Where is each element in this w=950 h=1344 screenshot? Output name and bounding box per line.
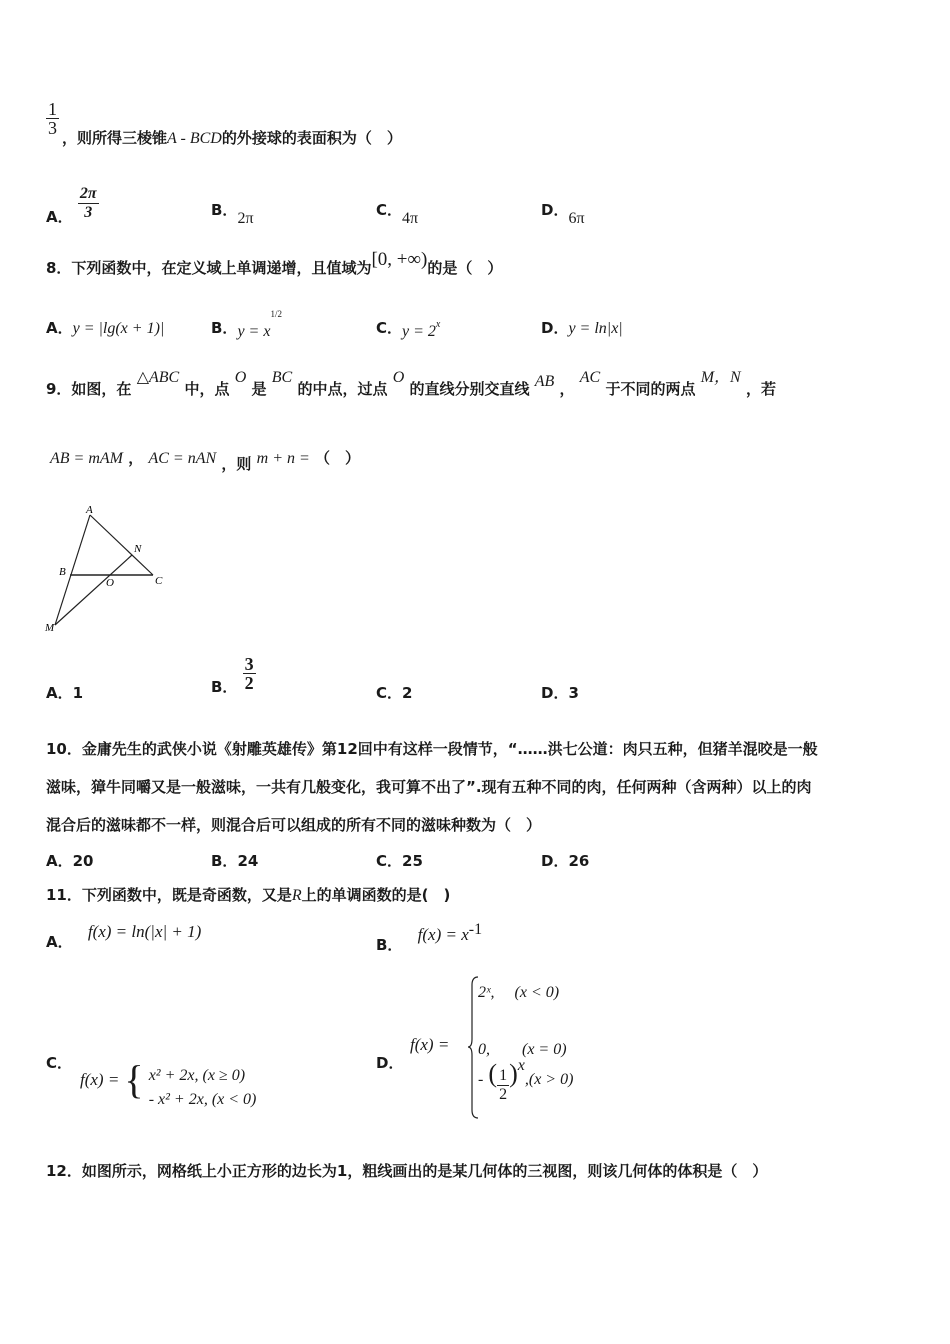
q10-line-2: 滋味，獐牛同嚼又是一般滋味，一共有几般变化，我可算不出了”.现有五种不同的肉，任何两种（含两种）以上的肉 <box>46 778 812 796</box>
q10-line-1: 10．金庸先生的武侠小说《射雕英雄传》第12回中有这样一段情节，“……洪七公道：肉只五种，但猪羊混咬是一般 <box>46 740 818 758</box>
q9-stem-line2: AB = mAM ， AC = nAN ，则 m + n = （ ） <box>50 449 361 473</box>
q7-text: ，则所得三棱锥A - BCD的外接球的表面积为（ ） <box>62 129 402 147</box>
q11-option-b[interactable]: B． $f(x) = x^{-1}$ <box>376 921 483 954</box>
brace-icon: { <box>124 1057 144 1102</box>
q9-option-c[interactable]: C．2 <box>376 684 413 702</box>
q10-stem <box>46 730 916 844</box>
q10-line-3: 混合后的滋味都不一样，则混合后可以组成的所有不同的滋味种数为（ ） <box>46 816 542 834</box>
label-a: A <box>86 504 93 516</box>
line-ac <box>90 515 153 575</box>
q11-option-d[interactable]: D． <box>376 1054 404 1072</box>
q11-stem: 11．下列函数中，既是奇函数，又是R上的单调函数的是( ) <box>46 886 451 904</box>
q12-stem: 12．如图所示，网格纸上小正方形的边长为1，粗线画出的是某几何体的三视图，则该几何体的体积是（ ） <box>46 1162 768 1180</box>
q11-option-a[interactable]: A． f(x) = ln(|x| + 1) <box>46 922 202 951</box>
label-o: O <box>106 577 114 589</box>
q9-option-a[interactable]: A．1 <box>46 684 84 702</box>
q8-option-b[interactable]: B．$y = x^{1/2}$ <box>211 309 282 340</box>
q7-option-b[interactable]: B．2π <box>211 201 254 227</box>
label-b: B <box>59 566 66 578</box>
q10-option-c[interactable]: C．25 <box>376 852 423 870</box>
q7-option-d[interactable]: D．6π <box>541 201 585 227</box>
q11-option-c[interactable]: C． <box>46 1054 73 1072</box>
label-c: C <box>155 575 163 587</box>
q9-stem-line1: 9．如图，在 △ABC 中，点 O 是 BC 的中点，过点 O 的直线分别交直线 AB ， AC 于不同的两点 M，N ，若 <box>46 369 776 398</box>
q7-fraction: $\frac{1}{3}$ <box>48 99 57 138</box>
q8-stem: 8．下列函数中，在定义域上单调递增，且值域为[0, +∞)的是（ ） <box>46 249 503 277</box>
q9-triangle-figure <box>40 500 180 640</box>
q7-option-c[interactable]: C．4π <box>376 201 419 227</box>
q11-option-d-row3: - ( $\frac{1}{2}$ )$^x$,(x > 0) <box>478 1056 574 1103</box>
label-m: M <box>45 622 55 634</box>
q8-option-c[interactable]: C．$y = 2^x$ <box>376 319 441 340</box>
q9-option-d[interactable]: D．3 <box>541 684 579 702</box>
q11-option-c-formula: f(x) = { x² + 2x, (x ≥ 0) - x² + 2x, (x < 0) <box>80 1057 257 1108</box>
q8-option-a[interactable]: A．y = |lg(x + 1)| <box>46 319 165 337</box>
q10-option-d[interactable]: D．26 <box>541 852 590 870</box>
q9-option-b[interactable]: B． $\frac{3}{2}$ <box>211 654 254 696</box>
label-n: N <box>134 543 142 555</box>
q10-option-b[interactable]: B．24 <box>211 852 259 870</box>
q10-option-a[interactable]: A．20 <box>46 852 94 870</box>
q8-option-d[interactable]: D．y = ln|x| <box>541 319 623 337</box>
q7-option-a[interactable]: A． $\frac{2\pi}{3}$ <box>46 185 97 226</box>
